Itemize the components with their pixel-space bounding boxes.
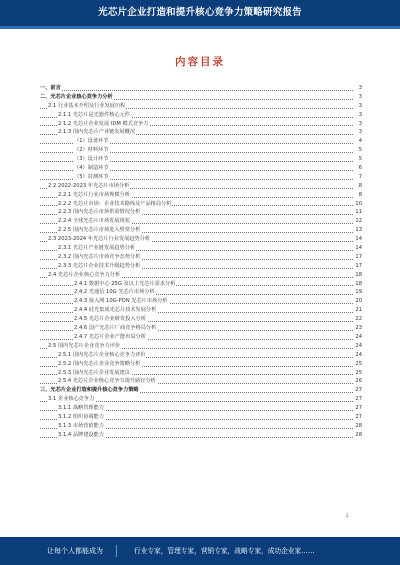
- toc-entry-title: 2.4.2 光通信 10G 光芯片市场分析: [74, 289, 155, 296]
- toc-entry-page: 24: [355, 351, 362, 358]
- toc-entry-page: 27: [355, 413, 362, 420]
- toc-entry[interactable]: [40, 173, 362, 182]
- toc-entry[interactable]: [40, 288, 362, 297]
- toc-entry-title: 3.1.1 战略管理能力: [58, 405, 104, 412]
- toc-entry[interactable]: [40, 244, 362, 253]
- toc-entry[interactable]: [40, 324, 362, 333]
- toc-entry[interactable]: [40, 422, 362, 431]
- toc-entry-page: 3: [358, 120, 362, 127]
- toc-entry-page: 8: [358, 182, 362, 189]
- toc-entry-page: 12: [355, 218, 362, 225]
- toc-entry-page: 25: [355, 369, 362, 376]
- toc-entry-title: 2.2 2022-2023 年光芯片市场分析: [48, 182, 130, 189]
- toc-entry-page: 3: [358, 93, 362, 100]
- toc-entry[interactable]: [40, 182, 362, 191]
- toc-entry-page: 22: [355, 316, 362, 323]
- toc-entry-page: 3: [358, 102, 362, 109]
- toc-entry[interactable]: [40, 404, 362, 413]
- toc-entry[interactable]: [40, 93, 362, 102]
- table-of-contents: [40, 84, 362, 440]
- toc-entry-page: 20: [355, 298, 362, 305]
- toc-entry-page: 28: [355, 431, 362, 438]
- toc-entry-page: 3: [358, 129, 362, 136]
- toc-entry[interactable]: [40, 120, 362, 129]
- toc-entry-title: 2.4.7 光芯片企业产能布局分析: [74, 333, 146, 340]
- toc-entry[interactable]: [40, 217, 362, 226]
- toc-entry-title: （1）设备环节: [74, 138, 109, 145]
- toc-entry-page: 11: [355, 209, 362, 216]
- toc-entry[interactable]: [40, 377, 362, 386]
- toc-entry-page: 3: [358, 85, 362, 91]
- toc-entry[interactable]: [40, 342, 362, 351]
- toc-entry-title: 3.1.4 品牌建设能力: [58, 431, 104, 438]
- toc-entry-page: 5: [358, 147, 362, 154]
- toc-entry-title: 2.3.1 光芯片产业链发展趋势分析: [58, 245, 136, 252]
- toc-entry-title: 3.1.2 组织协调能力: [58, 413, 104, 420]
- toc-entry-page: 28: [355, 422, 362, 429]
- toc-entry[interactable]: [40, 128, 362, 137]
- toc-entry-title: 2.2.3 国内光芯片市场供需情况分析: [58, 209, 141, 216]
- toc-entry-page: 19: [355, 289, 362, 296]
- report-title: 光芯片企业打造和提升核心竞争力策略研究报告: [98, 7, 302, 18]
- toc-entry-title: 2.1.2 光芯片企业发展 IDM 模式竞争力: [58, 120, 149, 127]
- toc-entry[interactable]: [40, 102, 362, 111]
- page-title: 内容目录: [175, 56, 225, 68]
- header-accent-stripe: [0, 26, 400, 29]
- toc-entry-page: 27: [355, 405, 362, 412]
- toc-entry-page: 23: [355, 325, 362, 332]
- toc-entry[interactable]: [40, 262, 362, 271]
- toc-entry[interactable]: [40, 315, 362, 324]
- toc-entry-page: 13: [355, 227, 362, 234]
- toc-entry-page: 24: [355, 333, 362, 340]
- toc-entry[interactable]: [40, 386, 362, 395]
- toc-entry-page: 25: [355, 360, 362, 367]
- toc-entry-title: 2.3 2023-2024 年光芯片行业发展趋势分析: [48, 236, 151, 243]
- toc-entry-title: 3.1 企业核心竞争力: [48, 396, 95, 403]
- toc-entry-page: 4: [358, 138, 362, 145]
- toc-entry[interactable]: [40, 111, 362, 120]
- toc-entry-title: 二、光芯片企业核心竞争力分析: [40, 93, 113, 100]
- toc-entry-page: 6: [358, 165, 362, 172]
- toc-entry[interactable]: [40, 164, 362, 173]
- footer-divider: [116, 545, 117, 557]
- toc-entry-title: 2.4.4 硅光集成光芯片技术发展分析: [74, 307, 157, 314]
- toc-entry[interactable]: [40, 360, 362, 369]
- toc-entry-page: 5: [358, 156, 362, 163]
- toc-entry-page: 10: [355, 200, 362, 207]
- toc-entry-title: 2.2.4 全球光芯片市场发展现状: [58, 218, 130, 225]
- toc-entry-title: 2.4.3 接入网 10G-PON 光芯片市场分析: [74, 298, 168, 305]
- toc-entry[interactable]: [40, 208, 362, 217]
- toc-entry[interactable]: [40, 297, 362, 306]
- toc-entry-page: 14: [355, 236, 362, 243]
- toc-entry[interactable]: [40, 253, 362, 262]
- toc-entry-title: 2.1.1 光芯片是光器件核心元件: [58, 111, 130, 118]
- toc-entry-title: 2.5.4 光芯片企业核心竞争力提升路径分析: [58, 378, 156, 385]
- toc-entry-page: 27: [355, 396, 362, 403]
- toc-entry-title: 2.2.1 光芯片行业市场规模分析: [58, 191, 130, 198]
- toc-entry-title: （5）封测环节: [74, 173, 109, 180]
- toc-entry[interactable]: [40, 226, 362, 235]
- toc-entry-title: （4）制造环节: [74, 165, 109, 172]
- toc-entry-title: 2.1.3 国内光芯片产业链发展概况: [58, 129, 136, 136]
- toc-entry-title: 2.2.2 光芯片市场：企业技术路线及产品格局分析: [58, 200, 172, 207]
- toc-entry[interactable]: [40, 351, 362, 360]
- toc-entry-page: 17: [355, 262, 362, 269]
- toc-entry-page: 18: [355, 271, 362, 278]
- toc-entry-page: 17: [355, 253, 362, 260]
- toc-entry-page: 8: [358, 191, 362, 198]
- toc-entry[interactable]: [40, 280, 362, 289]
- toc-entry-page: 7: [358, 173, 362, 180]
- toc-entry-title: 2.4.1 数据中心 25G 及以上光芯片需求分析: [74, 280, 176, 287]
- toc-entry-title: 一、前言: [40, 85, 61, 91]
- footer-slogan: 让每个人都能成为: [47, 547, 103, 555]
- toc-entry-page: 14: [355, 245, 362, 252]
- toc-entry-title: 2.5.3 国内光芯片企业发展建议: [58, 369, 130, 376]
- toc-entry[interactable]: [40, 306, 362, 315]
- toc-entry-title: 2.5.2 国内光芯片企业竞争策略分析: [58, 360, 141, 367]
- toc-entry-page: 24: [355, 342, 362, 349]
- toc-entry-title: 3.1.3 市场营销能力: [58, 422, 104, 429]
- toc-entry[interactable]: [40, 271, 362, 280]
- toc-entry-title: 2.4.6 国产光芯片厂商竞争格局分析: [74, 325, 157, 332]
- toc-entry-page: 21: [355, 307, 362, 314]
- toc-entry-title: 三、光芯片企业打造和提升核心竞争力策略: [40, 387, 139, 394]
- toc-entry-title: 2.5 国内光芯片企业竞争力评价: [48, 342, 121, 349]
- toc-entry[interactable]: [40, 395, 362, 404]
- toc-entry-title: 2.2.5 国内光芯片市场进入壁垒分析: [58, 227, 141, 234]
- toc-entry-title: 2.1 行业基本介绍及行业发展历程: [48, 102, 126, 109]
- toc-entry-title: 2.5.1 国内光芯片企业核心竞争力评价: [58, 351, 146, 358]
- toc-entry[interactable]: [40, 413, 362, 422]
- toc-entry[interactable]: [40, 369, 362, 378]
- toc-entry-page: 18: [355, 280, 362, 287]
- toc-entry-page: 27: [355, 387, 362, 394]
- toc-entry[interactable]: [40, 137, 362, 146]
- toc-leader-dots: [40, 90, 353, 91]
- toc-entry[interactable]: [40, 235, 362, 244]
- toc-entry[interactable]: [40, 333, 362, 342]
- page-number: 2: [346, 513, 349, 518]
- toc-entry[interactable]: [40, 155, 362, 164]
- toc-entry-title: 2.3.2 国内光芯片市场竞争态势分析: [58, 253, 141, 260]
- toc-entry[interactable]: [40, 431, 362, 440]
- toc-entry[interactable]: [40, 191, 362, 200]
- toc-entry-title: （2）材料环节: [74, 147, 109, 154]
- toc-entry[interactable]: [40, 146, 362, 155]
- toc-entry[interactable]: [40, 84, 362, 93]
- toc-entry-title: 2.4 光芯片企业核心竞争力分析: [48, 271, 121, 278]
- toc-entry-title: 2.4.5 光芯片企业研发投入分析: [74, 316, 146, 323]
- footer-tagline: 行业专家，管理专家，营销专家，战略专家，成功企业家……: [134, 547, 315, 555]
- toc-entry-title: （3）设计环节: [74, 156, 109, 163]
- toc-entry-page: 26: [355, 378, 362, 385]
- toc-entry-title: 2.3.3 光芯片企业技术升级趋势分析: [58, 262, 141, 269]
- toc-entry[interactable]: [40, 200, 362, 209]
- toc-entry-page: 3: [358, 111, 362, 118]
